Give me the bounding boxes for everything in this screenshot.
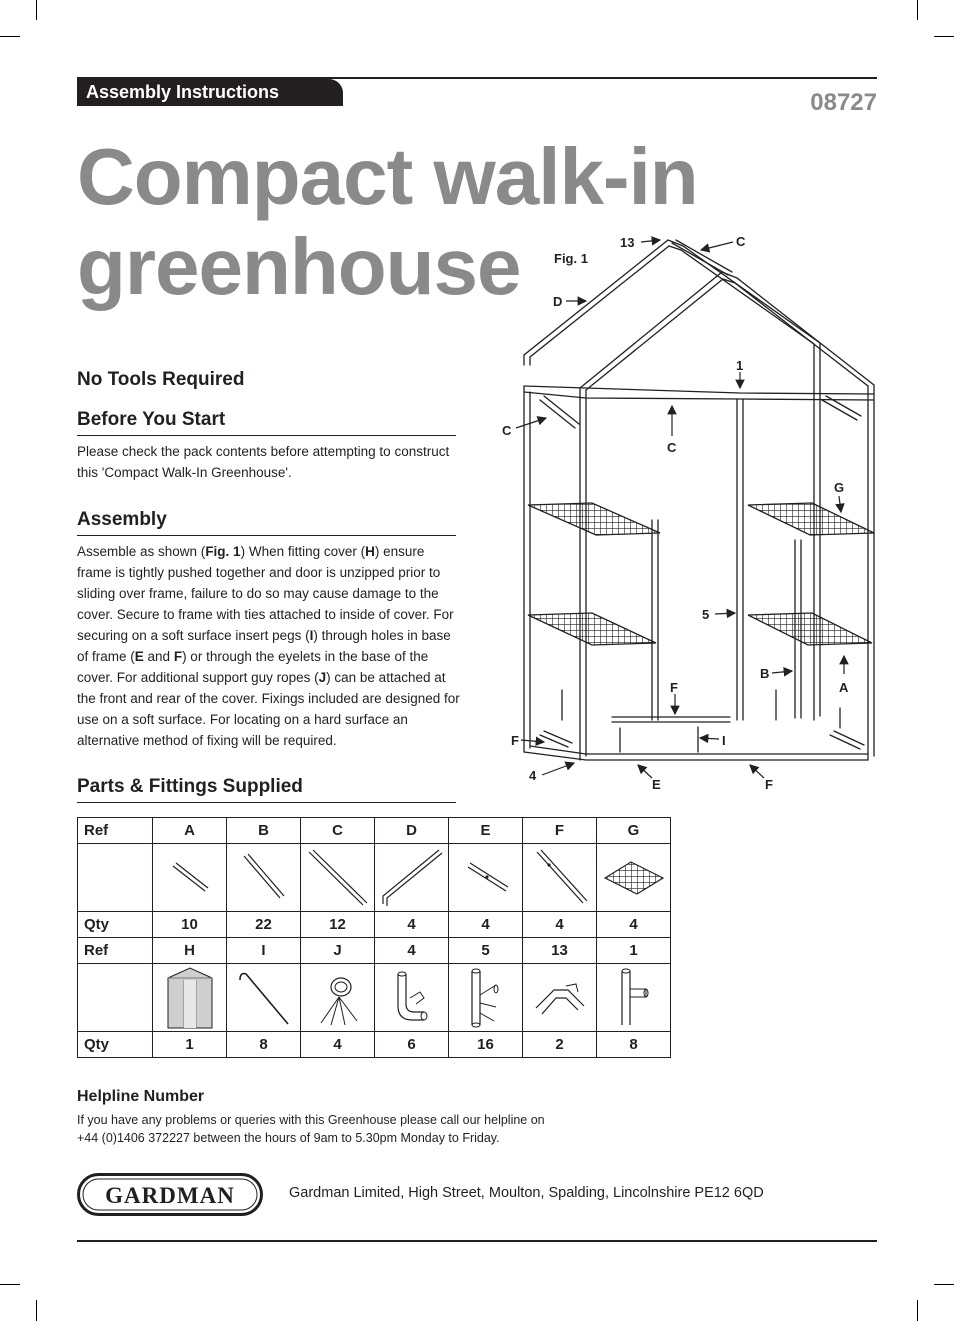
label-5: 5 [702, 607, 710, 622]
qty-cell: 8 [227, 1032, 301, 1058]
ref-cell: H [153, 938, 227, 964]
qty-cell: 10 [153, 912, 227, 938]
ref-row [78, 938, 671, 964]
pole-c-icon [301, 844, 375, 912]
label-a: A [839, 680, 849, 695]
assembly-text: Assemble as shown (Fig. 1) When fitting cover (H) ensure frame is tightly pushed together and door is unzipped prior to sliding over frame, failure to do so may cause damage to the cover. Secure to frame with ties attached to inside of cover. For securing on a soft surface insert pegs (I) through holes in base of frame (E and F) or through the eyelets in the base of the cover. For additional support guy ropes (J) can be attached at the front and rear of the cover. Fixings included are designed for use on a soft surface. For locating on a hard surface an alternative method of fixing will be required. [77, 544, 460, 748]
svg-text:GARDMAN: GARDMAN [105, 1183, 235, 1208]
ref-cell: A [153, 818, 227, 844]
before-start-heading: Before You Start [77, 409, 456, 436]
crop-mark [0, 36, 20, 37]
company-address: Gardman Limited, High Street, Moulton, Spalding, Lincolnshire PE12 6QD [289, 1185, 764, 1201]
qty-cell: 4 [375, 912, 449, 938]
label-c-left: C [502, 423, 512, 438]
qty-cell: 16 [449, 1032, 523, 1058]
ref-cell: G [597, 818, 671, 844]
ref-label: Ref [78, 938, 153, 964]
before-start-text: Please check the pack contents before attempting to construct this 'Compact Walk-In Greenhouse'. [77, 444, 450, 480]
crop-mark [934, 1284, 954, 1285]
qty-cell: 4 [523, 912, 597, 938]
ref-cell: C [301, 818, 375, 844]
qty-cell: 6 [375, 1032, 449, 1058]
shelf-grid-g-icon [597, 844, 671, 912]
label-f-right: F [765, 777, 773, 792]
crop-mark [934, 36, 954, 37]
crop-mark [917, 0, 918, 20]
crop-mark [36, 1300, 37, 1321]
gardman-logo [77, 1173, 263, 1216]
ref-cell: B [227, 818, 301, 844]
base-pole-e-icon [449, 844, 523, 912]
parts-table [77, 817, 671, 1058]
crop-mark [917, 1300, 918, 1321]
product-code: 08727 [810, 89, 877, 116]
label-c-top: C [736, 234, 746, 249]
assembly-heading: Assembly [77, 509, 456, 536]
ref-cell: D [375, 818, 449, 844]
qty-row [78, 912, 671, 938]
label-e: E [652, 777, 661, 792]
label-13: 13 [620, 235, 635, 250]
label-c-mid: C [667, 440, 677, 455]
roof-pole-d-icon [375, 844, 449, 912]
tee-connector-1-icon [597, 964, 671, 1032]
label-i: I [722, 733, 726, 748]
image-row [78, 844, 671, 912]
ref-cell: 13 [523, 938, 597, 964]
qty-cell: 4 [301, 1032, 375, 1058]
qty-cell: 4 [449, 912, 523, 938]
helpline-heading: Helpline Number [77, 1088, 205, 1105]
ref-cell: E [449, 818, 523, 844]
qty-cell: 1 [153, 1032, 227, 1058]
qty-cell: 2 [523, 1032, 597, 1058]
qty-row [78, 1032, 671, 1058]
tee-connector-5-icon [449, 964, 523, 1032]
guy-rope-j-icon [301, 964, 375, 1032]
ref-cell: F [523, 818, 597, 844]
label-4: 4 [529, 768, 537, 783]
title-line-1: Compact walk-in [77, 132, 698, 221]
peg-i-icon [227, 964, 301, 1032]
greenhouse-frame-diagram [500, 228, 900, 798]
label-g: G [834, 480, 845, 495]
base-pole-f-icon [523, 844, 597, 912]
ref-row [78, 818, 671, 844]
ref-cell: 1 [597, 938, 671, 964]
label-1: 1 [736, 358, 744, 373]
short-pole-a-icon [153, 844, 227, 912]
ref-cell: I [227, 938, 301, 964]
ref-cell: 5 [449, 938, 523, 964]
label-f-mid: F [670, 680, 678, 695]
no-tools-heading: No Tools Required [77, 369, 245, 390]
elbow-connector-4-icon [375, 964, 449, 1032]
qty-cell: 8 [597, 1032, 671, 1058]
title-line-2: greenhouse [77, 222, 521, 311]
crop-mark [0, 1284, 20, 1285]
ref-label: Ref [78, 818, 153, 844]
qty-cell: 22 [227, 912, 301, 938]
greenhouse-cover-h-icon [153, 964, 227, 1032]
figure-caption: Fig. 1 [554, 251, 588, 266]
qty-label: Qty [78, 1032, 153, 1058]
pole-b-icon [227, 844, 301, 912]
ridge-connector-13-icon [523, 964, 597, 1032]
bottom-rule [77, 1240, 877, 1242]
helpline-text: If you have any problems or queries with this Greenhouse please call our helpline on +44 (0)1406 372227 between the hours of 9am to 5.30pm Monday to Friday. [77, 1113, 545, 1145]
label-f-left: F [511, 733, 519, 748]
qty-label: Qty [78, 912, 153, 938]
qty-cell: 12 [301, 912, 375, 938]
label-b: B [760, 666, 770, 681]
image-row [78, 964, 671, 1032]
qty-cell: 4 [597, 912, 671, 938]
label-d: D [553, 294, 563, 309]
ref-cell: J [301, 938, 375, 964]
crop-mark [36, 0, 37, 20]
parts-heading: Parts & Fittings Supplied [77, 776, 456, 803]
ref-cell: 4 [375, 938, 449, 964]
section-banner: Assembly Instructions [77, 79, 343, 106]
